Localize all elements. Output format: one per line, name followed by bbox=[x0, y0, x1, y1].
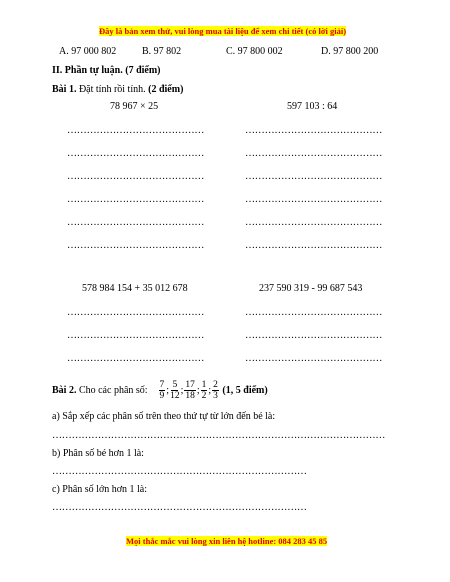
fraction-separator: ; bbox=[208, 384, 212, 396]
fraction-numerator: 17 bbox=[185, 379, 195, 390]
bai2-heading bbox=[52, 376, 268, 404]
fraction-denominator: 9 bbox=[159, 390, 165, 401]
answer-line: …………………………………… bbox=[245, 194, 383, 205]
question-c: c) Phân số lớn hơn 1 là: bbox=[52, 484, 148, 495]
answer-line-a: ………………………………………………………………………………………… bbox=[52, 430, 386, 441]
answer-line: …………………………………… bbox=[67, 307, 205, 318]
answer-line: …………………………………… bbox=[67, 353, 205, 364]
bai1-instruction: Đặt tính rồi tính. bbox=[78, 84, 146, 95]
expression-3: 578 984 154 + 35 012 678 bbox=[82, 283, 188, 294]
question-a: a) Sắp xếp các phân số trên theo thứ tự từ lớn đến bé là: bbox=[52, 411, 276, 422]
answer-line: …………………………………… bbox=[245, 307, 383, 318]
answer-line: …………………………………… bbox=[245, 125, 383, 136]
choice-c: C. 97 800 002 bbox=[226, 46, 283, 57]
expression-1: 78 967 × 25 bbox=[110, 101, 159, 112]
answer-line-c: …………………………………………………………………… bbox=[52, 502, 307, 513]
fraction-numerator: 2 bbox=[213, 379, 218, 390]
fraction-separator: ; bbox=[166, 384, 170, 396]
answer-line-b: …………………………………………………………………… bbox=[52, 466, 307, 477]
fraction-separator: ; bbox=[180, 384, 184, 396]
answer-line: …………………………………… bbox=[245, 240, 383, 251]
answer-line: …………………………………… bbox=[67, 148, 205, 159]
fraction bbox=[159, 380, 166, 401]
answer-line: …………………………………… bbox=[67, 194, 205, 205]
answer-line: …………………………………… bbox=[67, 171, 205, 182]
fraction-denominator: 12 bbox=[170, 390, 180, 401]
fraction-denominator: 18 bbox=[185, 390, 195, 401]
answer-line: …………………………………… bbox=[67, 240, 205, 251]
answer-line: …………………………………… bbox=[245, 148, 383, 159]
hotline-banner: Mọi thắc mắc vui lòng xin liên hệ hotline: 084 283 45 85 bbox=[126, 536, 328, 546]
question-b: b) Phân số bé hơn 1 là: bbox=[52, 448, 144, 459]
bai2-intro: Cho các phân số: bbox=[78, 384, 148, 396]
bai2-points: (1, 5 điểm) bbox=[222, 384, 268, 396]
answer-line: …………………………………… bbox=[67, 217, 205, 228]
fraction-numerator: 7 bbox=[159, 379, 165, 390]
fraction-numerator: 1 bbox=[201, 379, 207, 390]
answer-line: …………………………………… bbox=[245, 217, 383, 228]
answer-line: …………………………………… bbox=[245, 171, 383, 182]
bai1-label: Bài 1. bbox=[52, 84, 77, 95]
fraction bbox=[201, 380, 208, 401]
fraction-separator: ; bbox=[196, 384, 200, 396]
expression-4: 237 590 319 - 99 687 543 bbox=[259, 283, 363, 294]
fraction bbox=[170, 380, 180, 401]
expression-2: 597 103 : 64 bbox=[287, 101, 338, 112]
bai2-label: Bài 2. bbox=[52, 384, 77, 396]
section-title: II. Phần tự luận. (7 điểm) bbox=[52, 65, 161, 76]
choice-a: A. 97 000 802 bbox=[59, 46, 117, 57]
preview-banner: Đây là bản xem thử, vui lòng mua tài liệu để xem chi tiết (có lời giải) bbox=[99, 26, 347, 36]
fraction-denominator: 3 bbox=[213, 390, 218, 401]
fraction bbox=[212, 380, 219, 401]
answer-line: …………………………………… bbox=[67, 330, 205, 341]
fraction-numerator: 5 bbox=[172, 379, 178, 390]
answer-line: …………………………………… bbox=[67, 125, 205, 136]
bai1-heading bbox=[52, 84, 183, 95]
choice-b: B. 97 802 bbox=[142, 46, 182, 57]
bai1-points: (2 điểm) bbox=[148, 84, 184, 95]
answer-line: …………………………………… bbox=[245, 353, 383, 364]
fraction-list bbox=[158, 380, 220, 401]
fraction-denominator: 2 bbox=[201, 390, 207, 401]
answer-line: …………………………………… bbox=[245, 330, 383, 341]
fraction bbox=[184, 380, 196, 401]
choice-d: D. 97 800 200 bbox=[321, 46, 379, 57]
